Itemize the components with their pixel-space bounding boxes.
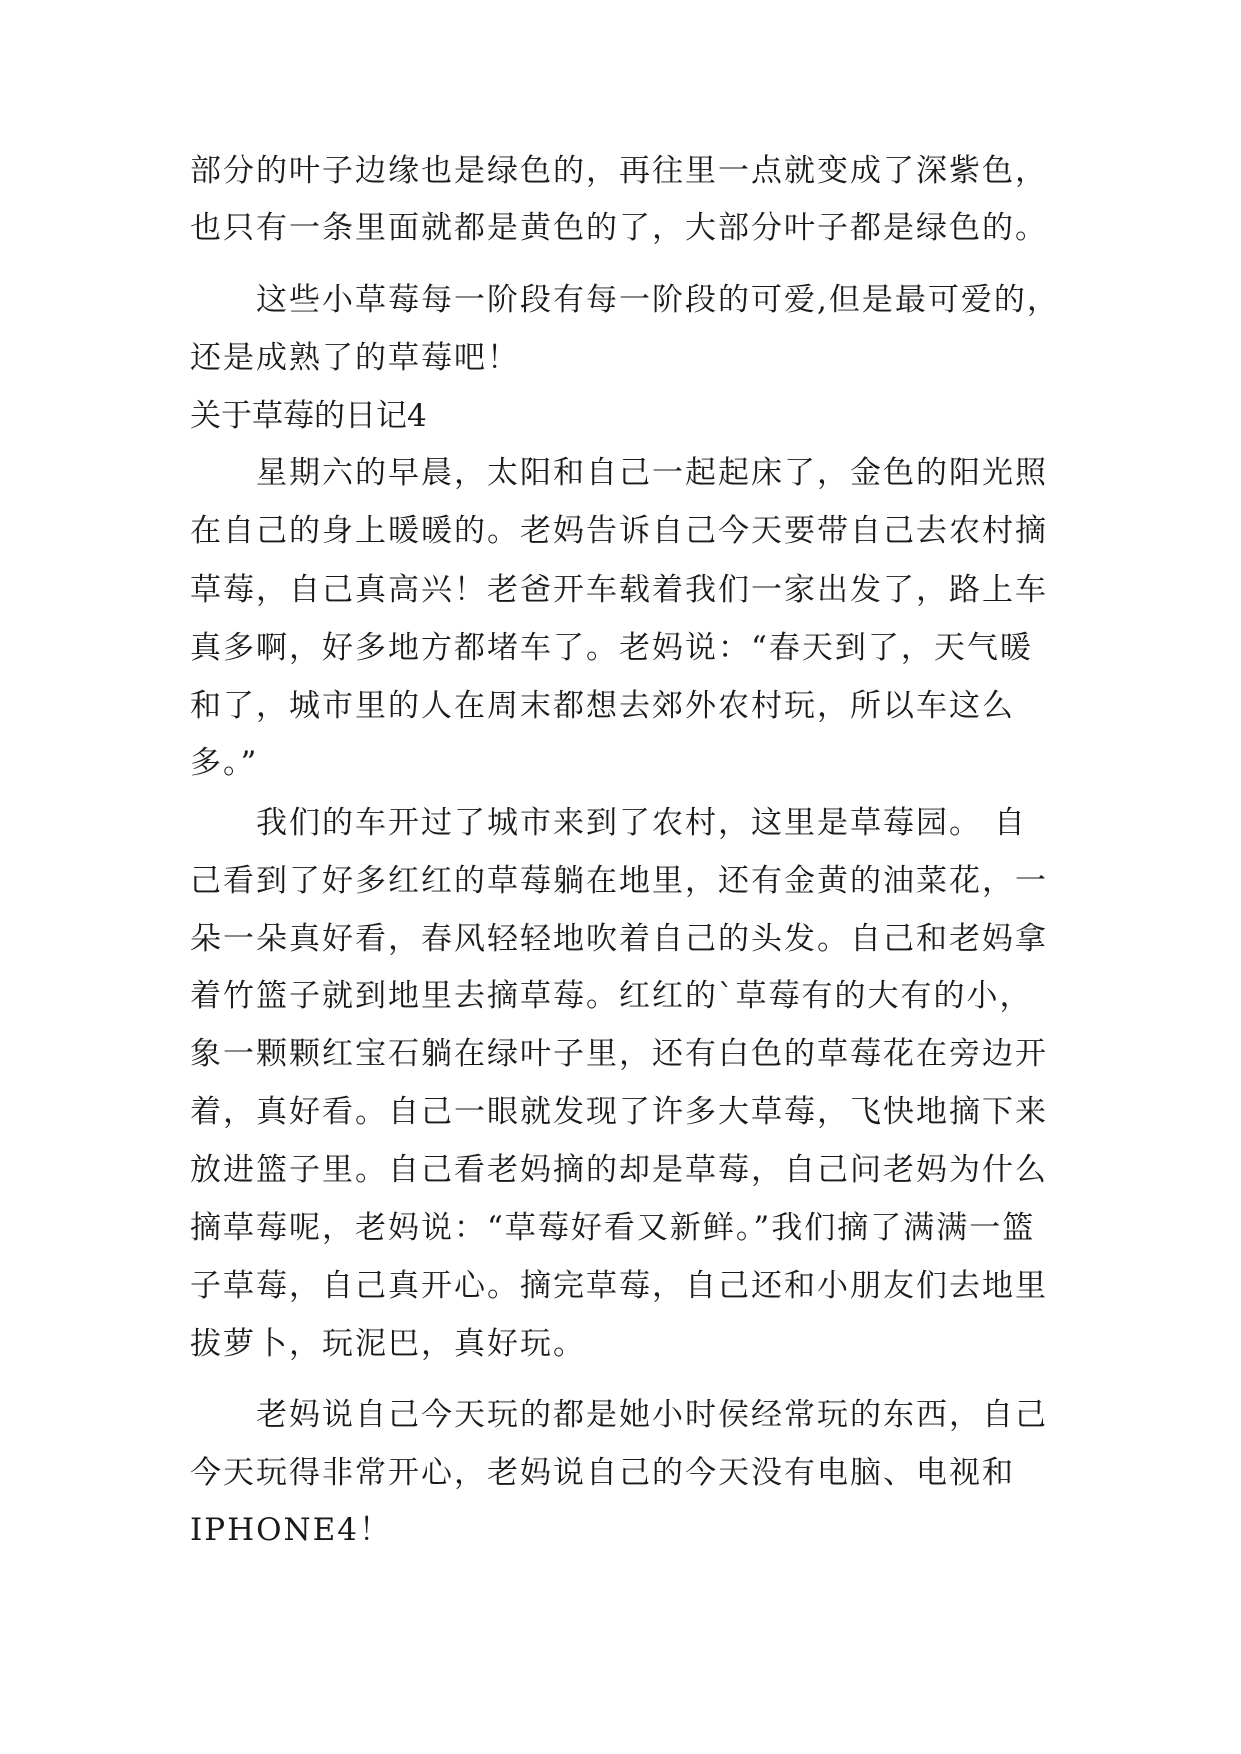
text-line: 这些小草莓每一阶段有每一阶段的可爱,但是最可爱的， — [190, 282, 1060, 318]
text-line: 和了，城市里的人在周末都想去郊外农村玩，所以车这么 — [190, 688, 1015, 724]
text-line: 着竹篮子就到地里去摘草莓。红红的`草莓有的大有的小， — [190, 978, 1033, 1014]
text-line: 老妈说自己今天玩的都是她小时侯经常玩的东西，自己 — [190, 1397, 1048, 1433]
text-line: 我们的车开过了城市来到了农村，这里是草莓园。 自 — [190, 805, 1027, 841]
text-line: 子草莓，自己真开心。摘完草莓，自己还和小朋友们去地里 — [190, 1268, 1048, 1304]
text-line: 也只有一条里面就都是黄色的了，大部分叶子都是绿色的。 — [190, 210, 1048, 246]
text-line: 着，真好看。自己一眼就发现了许多大草莓，飞快地摘下来 — [190, 1094, 1048, 1130]
text-line: 摘草莓呢，老妈说：“草莓好看又新鲜。”我们摘了满满一篮 — [190, 1210, 1036, 1246]
text-line: 部分的叶子边缘也是绿色的，再往里一点就变成了深紫色， — [190, 153, 1048, 189]
section-heading: 关于草莓的日记4 — [190, 398, 427, 434]
text-line: 真多啊，好多地方都堵车了。老妈说：“春天到了，天气暖 — [190, 630, 1033, 666]
text-line: 今天玩得非常开心，老妈说自己的今天没有电脑、电视和 — [190, 1455, 1015, 1491]
text-line: 草莓，自己真高兴！老爸开车载着我们一家出发了，路上车 — [190, 572, 1048, 608]
text-line: 放进篮子里。自己看老妈摘的却是草莓，自己问老妈为什么 — [190, 1152, 1048, 1188]
text-line: 己看到了好多红红的草莓躺在地里，还有金黄的油菜花，一 — [190, 863, 1048, 899]
text-line: 多。” — [190, 745, 259, 781]
text-line: 象一颗颗红宝石躺在绿叶子里，还有白色的草莓花在旁边开 — [190, 1036, 1048, 1072]
text-line: 还是成熟了的草莓吧！ — [190, 340, 520, 376]
text-line: 星期六的早晨，太阳和自己一起起床了，金色的阳光照 — [190, 455, 1048, 491]
text-line: IPHONE4！ — [190, 1512, 393, 1548]
text-line: 朵一朵真好看，春风轻轻地吹着自己的头发。自己和老妈拿 — [190, 921, 1048, 957]
text-line: 拔萝卜，玩泥巴，真好玩。 — [190, 1326, 586, 1362]
text-line: 在自己的身上暖暖的。老妈告诉自己今天要带自己去农村摘 — [190, 513, 1048, 549]
